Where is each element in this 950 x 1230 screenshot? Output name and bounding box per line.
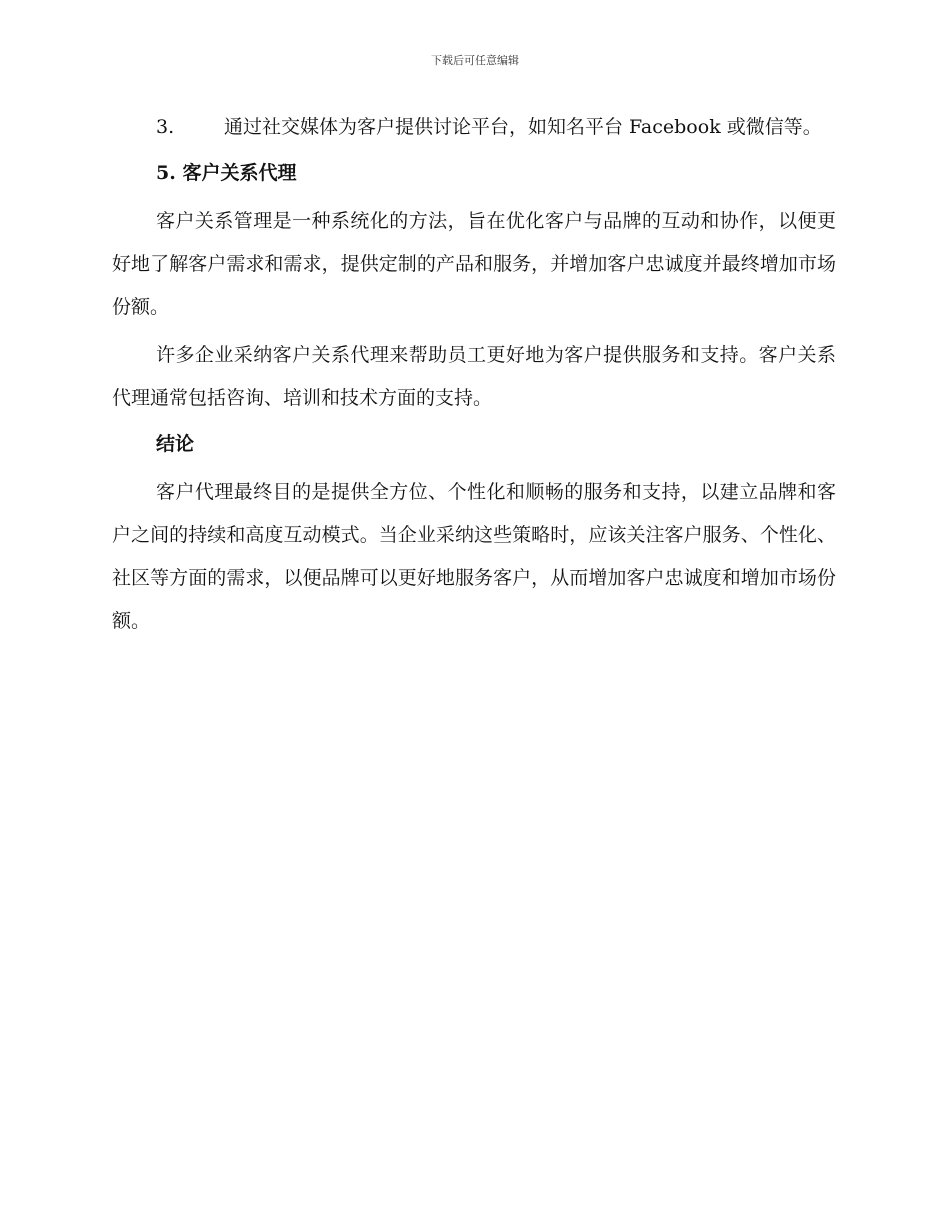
list-item-text: 通过社交媒体为客户提供讨论平台，如知名平台 Facebook 或微信等。 <box>224 116 822 138</box>
document-body <box>112 106 836 643</box>
list-item-3 <box>112 106 836 149</box>
conclusion-paragraph-1: 客户代理最终目的是提供全方位、个性化和顺畅的服务和支持，以建立品牌和客户之间的持续和高度互动模式。当企业采纳这些策略时，应该关注客户服务、个性化、社区等方面的需求，以便品牌可以更好地服务客户，从而增加客户忠诚度和增加市场份额。 <box>112 481 836 632</box>
list-item-number: 3. <box>156 116 175 138</box>
section5-paragraph-2: 许多企业采纳客户关系代理来帮助员工更好地为客户提供服务和支持。客户关系代理通常包括咨询、培训和技术方面的支持。 <box>112 344 836 409</box>
page-header-note: 下载后可任意编辑 <box>431 54 519 67</box>
section-heading-conclusion: 结论 <box>156 433 195 455</box>
section5-paragraph-1: 客户关系管理是一种系统化的方法，旨在优化客户与品牌的互动和协作，以便更好地了解客户需求和需求，提供定制的产品和服务，并增加客户忠诚度并最终增加市场份额。 <box>112 210 836 318</box>
section-heading-customer-relationship-agent: 5. 客户关系代理 <box>156 162 297 184</box>
